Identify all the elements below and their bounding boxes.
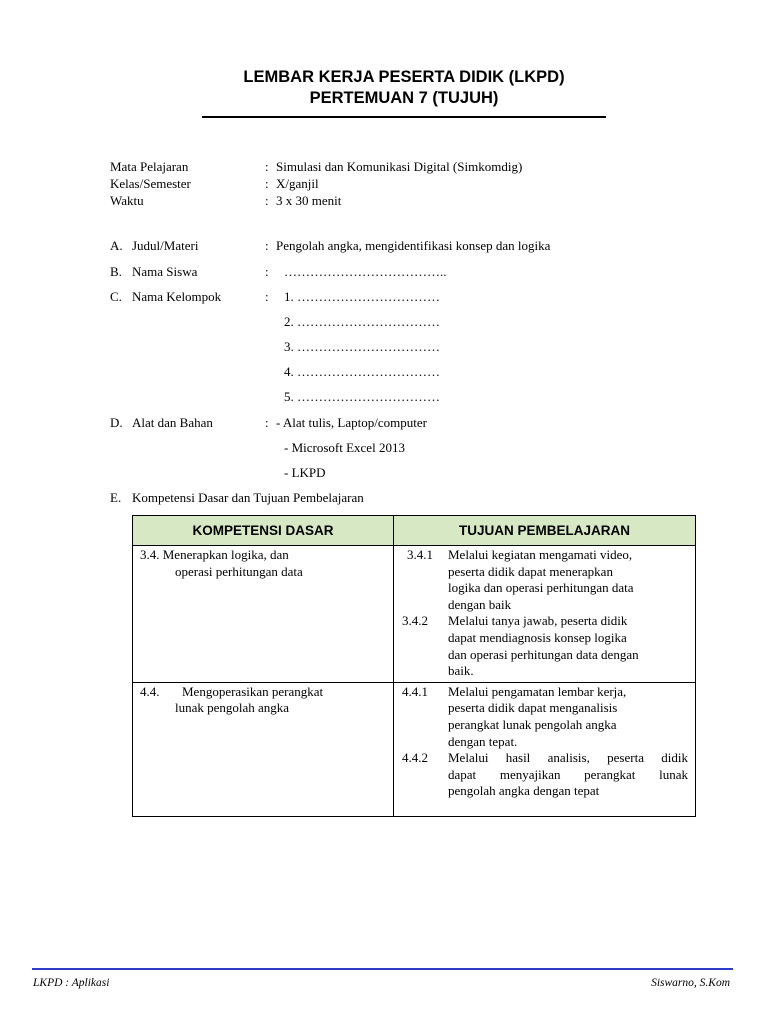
section-d-label: Alat dan Bahan	[132, 415, 213, 430]
kd-number: 3.4.	[140, 547, 160, 562]
tujuan-text: dan operasi perhitungan data dengan	[448, 646, 639, 662]
section-a-colon: :	[265, 238, 269, 253]
tujuan-text: peserta didik dapat menganalisis	[448, 700, 618, 716]
section-c-label: Nama Kelompok	[132, 289, 222, 304]
kd-text: operasi perhitungan data	[175, 563, 303, 579]
material-item-1: - Alat tulis, Laptop/computer	[276, 415, 427, 430]
tujuan-number: 4.4.2	[402, 750, 428, 766]
material-item-3: - LKPD	[284, 465, 326, 480]
kd-cell	[133, 546, 394, 683]
title-underline	[202, 116, 606, 118]
document-title: LEMBAR KERJA PESERTA DIDIK (LKPD)	[243, 68, 565, 86]
info-colon: :	[265, 159, 269, 174]
footer-divider	[32, 968, 733, 970]
table-row	[133, 546, 696, 683]
group-member-5: 5. ……………………………	[284, 389, 440, 404]
info-label-waktu: Waktu	[110, 193, 144, 208]
section-b-colon: :	[265, 264, 269, 279]
competency-table	[132, 515, 696, 817]
tujuan-text: pengolah angka dengan tepat	[448, 783, 600, 799]
tujuan-item	[394, 684, 695, 750]
tujuan-text: dapat mendiagnosis konsep logika	[448, 629, 627, 645]
tujuan-text: Melalui hasil analisis, peserta didik	[448, 750, 688, 766]
footer-right: Siswarno, S.Kom	[651, 977, 730, 989]
section-c-letter: C.	[110, 289, 122, 304]
info-value-kelas: X/ganjil	[276, 176, 319, 191]
section-a-letter: A.	[110, 238, 123, 253]
tujuan-item	[394, 547, 695, 613]
section-b-value: ………………………………..	[284, 264, 447, 279]
section-b-label: Nama Siswa	[132, 264, 198, 279]
kd-text: lunak pengolah angka	[175, 700, 290, 716]
section-a-label: Judul/Materi	[132, 238, 199, 253]
kd-cell	[133, 682, 394, 816]
footer-left: LKPD : Aplikasi	[33, 977, 110, 989]
tujuan-number: 4.4.1	[402, 683, 428, 699]
group-member-2: 2. ……………………………	[284, 314, 440, 329]
info-colon: :	[265, 176, 269, 191]
section-d-letter: D.	[110, 415, 123, 430]
section-c-colon: :	[265, 289, 269, 304]
tujuan-text: dengan baik	[448, 596, 512, 612]
info-value-mapel: Simulasi dan Komunikasi Digital (Simkomdig)	[276, 159, 523, 174]
tujuan-cell	[394, 682, 696, 816]
tujuan-item	[394, 613, 695, 679]
kd-text: Mengoperasikan perangkat	[182, 683, 324, 699]
group-member-1: 1. ……………………………	[284, 289, 440, 304]
kd-text: Menerapkan logika, dan	[162, 547, 289, 562]
section-e-letter: E.	[110, 490, 122, 505]
info-colon: :	[265, 193, 269, 208]
tujuan-item	[394, 750, 695, 800]
tujuan-cell	[394, 546, 696, 683]
group-member-4: 4. ……………………………	[284, 364, 440, 379]
tujuan-number: 3.4.2	[402, 613, 428, 629]
group-member-3: 3. ……………………………	[284, 339, 440, 354]
section-b-letter: B.	[110, 264, 122, 279]
section-d-colon: :	[265, 415, 269, 430]
document-subtitle: PERTEMUAN 7 (TUJUH)	[309, 89, 499, 107]
tujuan-text: dengan tepat.	[448, 733, 518, 749]
info-label-mapel: Mata Pelajaran	[110, 159, 189, 174]
tujuan-text: Melalui tanya jawab, peserta didik	[448, 613, 628, 629]
tujuan-text: Melalui kegiatan mengamati video,	[448, 547, 633, 562]
tujuan-text: peserta didik dapat menerapkan	[448, 563, 613, 579]
table-row	[133, 682, 696, 816]
tujuan-number: 3.4.1	[407, 547, 433, 562]
tujuan-text: baik.	[448, 663, 474, 679]
tujuan-text: Melalui pengamatan lembar kerja,	[448, 683, 627, 699]
header-tujuan-pembelajaran: TUJUAN PEMBELAJARAN	[394, 516, 696, 546]
tujuan-text: logika dan operasi perhitungan data	[448, 580, 634, 596]
material-item-2: - Microsoft Excel 2013	[284, 440, 405, 455]
info-label-kelas: Kelas/Semester	[110, 176, 191, 191]
tujuan-text: dapat menyajikan perangkat lunak	[448, 766, 688, 782]
tujuan-text: perangkat lunak pengolah angka	[448, 716, 617, 732]
kd-number: 4.4.	[140, 683, 160, 699]
section-a-value: Pengolah angka, mengidentifikasi konsep dan logika	[276, 238, 551, 253]
info-value-waktu: 3 x 30 menit	[276, 193, 342, 208]
section-e-label: Kompetensi Dasar dan Tujuan Pembelajaran	[132, 490, 364, 505]
header-kompetensi-dasar: KOMPETENSI DASAR	[133, 516, 394, 546]
